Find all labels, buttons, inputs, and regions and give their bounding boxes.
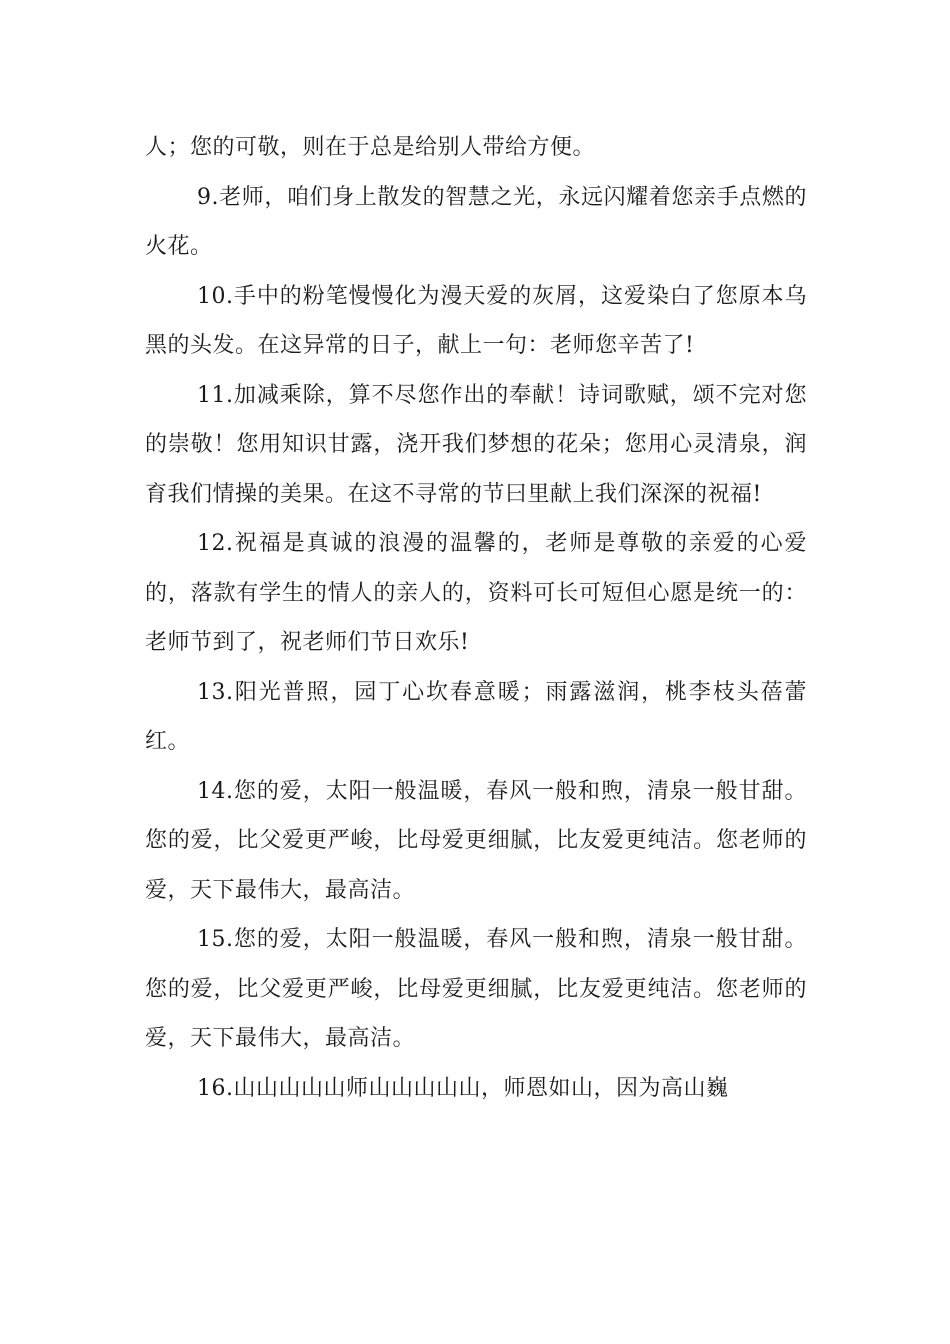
paragraph-item-12: 12.祝福是真诚的浪漫的温馨的，老师是尊敬的亲爱的心爱的，落款有学生的情人的亲人的，资料可长可短但心愿是统一的：老师节到了，祝老师们节日欢乐! <box>145 531 807 655</box>
paragraph-item-10: 10.手中的粉笔慢慢化为漫天爱的灰屑，这爱染白了您原本乌黑的头发。在这异常的日子，献上一句：老师您辛苦了! <box>145 283 807 358</box>
document-body <box>145 123 807 1113</box>
paragraph-item-16: 16.山山山山山师山山山山山，师恩如山，因为高山巍 <box>197 1075 729 1101</box>
paragraph-continuation: 人；您的可敬，则在于总是给别人带给方便。 <box>145 135 596 160</box>
paragraph-item-13: 13.阳光普照，园丁心坎春意暖；雨露滋润，桃李枝头蓓蕾红。 <box>145 679 807 754</box>
paragraph-item-11: 11.加减乘除，算不尽您作出的奉献！诗词歌赋，颂不完对您的崇敬！您用知识甘露，浇开我们梦想的花朵；您用心灵清泉，润育我们情操的美果。在这不寻常的节曰里献上我们深深的祝福! <box>145 382 807 507</box>
paragraph-item-15: 15.您的爱，太阳一般温暖，春风一般和煦，清泉一般甘甜。您的爱，比父爱更严峻，比母爱更细腻，比友爱更纯洁。您老师的爱，天下最伟大，最高洁。 <box>145 927 807 1051</box>
paragraph-item-14: 14.您的爱，太阳一般温暖，春风一般和煦，清泉一般甘甜。您的爱，比父爱更严峻，比母爱更细腻，比友爱更纯洁。您老师的爱，天下最伟大，最高洁。 <box>145 778 807 903</box>
paragraph-item-9: 9.老师，咱们身上散发的智慧之光，永远闪耀着您亲手点燃的火花。 <box>145 184 807 259</box>
